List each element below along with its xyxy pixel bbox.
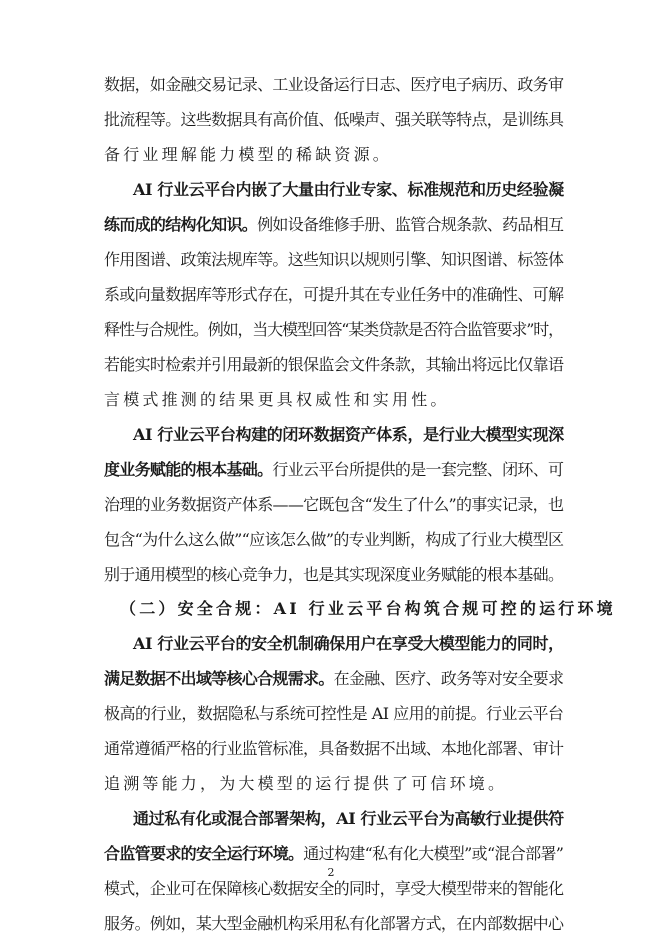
text-run: 行业云平台所提供的是一套完整、闭环、可 xyxy=(272,460,564,479)
text-line xyxy=(104,702,563,726)
text-line xyxy=(104,528,563,552)
text-run: 数据，如金融交易记录、工业设备运行日志、医疗电子病历、政务审 xyxy=(104,75,564,94)
text-run: 释性与合规性。例如，当大模型回答“某类贷款是否符合监管要求”时， xyxy=(104,320,563,339)
text-run: 若能实时检索并引用最新的银保监会文件条款，其输出将远比仅靠语 xyxy=(104,355,564,374)
text-line xyxy=(104,318,563,342)
text-line xyxy=(104,493,563,517)
text-run: 在金融、医疗、政务等对安全要求 xyxy=(333,669,564,688)
text-line xyxy=(133,423,564,447)
bold-text-run: 满足数据不出域等核心合规需求。 xyxy=(104,669,334,688)
bold-text-run: AI 行业云平台内嵌了大量由行业专家、标准规范和历史经验凝 xyxy=(133,180,564,199)
text-line xyxy=(104,772,507,796)
text-run: 通过构建“私有化大模型”或“混合部署” xyxy=(303,844,564,863)
text-run: 言模式推测的结果更具权威性和实用性。 xyxy=(104,390,450,409)
bold-text-run: AI 行业云平台构建的闭环数据资产体系，是行业大模型实现深 xyxy=(133,425,564,444)
text-line xyxy=(104,283,563,307)
text-line xyxy=(104,737,563,761)
text-line xyxy=(104,248,563,272)
text-run: 治理的业务数据资产体系——它既包含“发生了什么”的事实记录，也 xyxy=(104,495,564,514)
text-run: 极高的行业，数据隐私与系统可控性是 AI 应用的前提。行业云平台 xyxy=(104,704,564,723)
text-line xyxy=(133,807,564,831)
text-line xyxy=(104,213,563,237)
text-run: 服务。例如，某大型金融机构采用私有化部署方式，在内部数据中心 xyxy=(104,914,564,933)
text-line xyxy=(104,73,563,97)
bold-text-run: AI 行业云平台的安全机制确保用户在享受大模型能力的同时， xyxy=(133,634,564,653)
bold-text-run: 练而成的结构化知识。 xyxy=(104,215,258,234)
text-line xyxy=(104,108,563,132)
text-run: 批流程等。这些数据具有高价值、低噪声、强关联等特点，是训练具 xyxy=(104,110,564,129)
text-run: 通常遵循严格的行业监管标准，具备数据不出域、本地化部署、审计 xyxy=(104,739,564,758)
text-line xyxy=(133,178,564,202)
text-line xyxy=(104,388,450,412)
bold-text-run: 合监管要求的安全运行环境。 xyxy=(104,844,304,863)
text-line xyxy=(104,877,563,901)
text-run: 作用图谱、政策法规库等。这些知识以规则引擎、知识图谱、标签体 xyxy=(104,250,564,269)
page-number: 2 xyxy=(327,866,335,879)
text-run: 追溯等能力，为大模型的运行提供了可信环境。 xyxy=(104,774,508,793)
bold-text-run: （二）安全合规：AI 行业云平台构筑合规可控的运行环境 xyxy=(120,599,616,618)
text-run: 模式，企业可在保障核心数据安全的同时，享受大模型带来的智能化 xyxy=(104,879,564,898)
text-line xyxy=(104,842,563,866)
text-run: 系或向量数据库等形式存在，可提升其在专业任务中的准确性、可解 xyxy=(104,285,564,304)
text-line xyxy=(104,563,563,587)
text-run: 备行业理解能力模型的稀缺资源。 xyxy=(104,145,393,164)
bold-text-run: 通过私有化或混合部署架构，AI 行业云平台为高敏行业提供符 xyxy=(133,809,564,828)
text-run: 别于通用模型的核心竞争力，也是其实现深度业务赋能的根本基础。 xyxy=(104,565,564,584)
text-line xyxy=(133,632,564,656)
bold-text-run: 度业务赋能的根本基础。 xyxy=(104,460,273,479)
text-line xyxy=(120,597,616,621)
text-line xyxy=(104,458,563,482)
text-line xyxy=(104,143,392,167)
text-run: 包含“为什么这么做”“应该怎么做”的专业判断，构成了行业大模型区 xyxy=(104,530,564,549)
text-line xyxy=(104,667,563,691)
text-line xyxy=(104,353,563,377)
text-run: 例如设备维修手册、监管合规条款、药品相互 xyxy=(257,215,564,234)
text-line xyxy=(104,912,563,936)
